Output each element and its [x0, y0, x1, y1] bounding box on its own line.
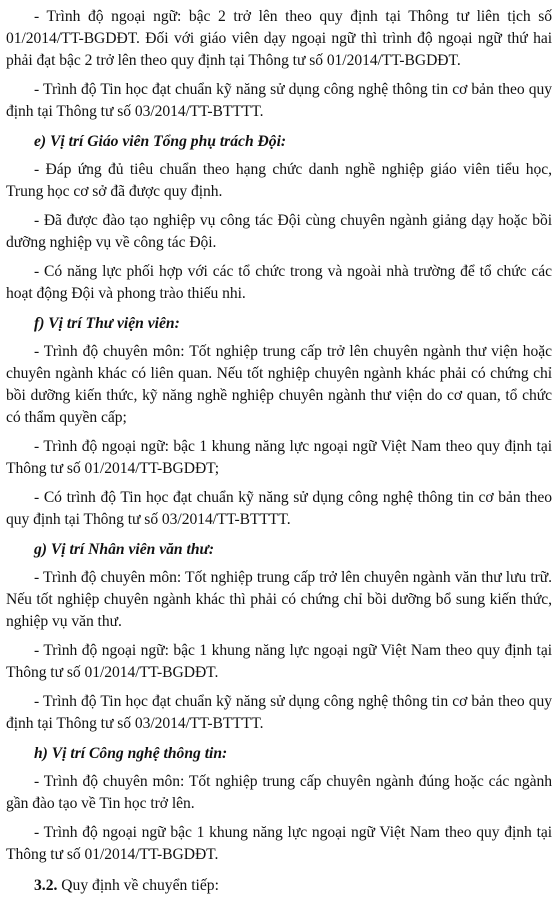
section-number: 3.2.: [34, 877, 58, 894]
paragraph: - Trình độ Tin học đạt chuẩn kỹ năng sử dụng công nghệ thông tin cơ bản theo quy định tại Thông tư số 03/2014/TT-BTTTT.: [6, 693, 552, 732]
section-3-2-heading: [6, 875, 552, 897]
paragraph: - Trình độ chuyên môn: Tốt nghiệp trung cấp trở lên chuyên ngành thư viện hoặc chuyên ngành khác có liên quan. Nếu tốt nghiệp chuyên ngành khác phải có chứng chỉ bồi dưỡng kiến thức, kỹ năng nghề nghiệp chuyên ngành thư viện do cơ quan, tổ chức có thẩm quyền cấp;: [6, 343, 552, 426]
section-heading-g: g) Vị trí Nhân viên văn thư:: [34, 541, 215, 558]
section-heading-e: e) Vị trí Giáo viên Tổng phụ trách Đội:: [34, 133, 287, 150]
paragraph: - Đáp ứng đủ tiêu chuẩn theo hạng chức danh nghề nghiệp giáo viên tiểu học, Trung học cơ sở đã được quy định.: [6, 161, 552, 200]
paragraph: - Đã được đào tạo nghiệp vụ công tác Đội cùng chuyên ngành giảng dạy hoặc bồi dưỡng nghiệp vụ về công tác Đội.: [6, 212, 552, 251]
paragraph: - Trình độ ngoại ngữ bậc 1 khung năng lực ngoại ngữ Việt Nam theo quy định tại Thông tư số 01/2014/TT-BGDĐT.: [6, 824, 552, 863]
paragraph: - Trình độ ngoại ngữ: bậc 1 khung năng lực ngoại ngữ Việt Nam theo quy định tại Thông tư số 01/2014/TT-BGDĐT;: [6, 438, 552, 477]
paragraph: - Trình độ Tin học đạt chuẩn kỹ năng sử dụng công nghệ thông tin cơ bản theo quy định tại Thông tư số 03/2014/TT-BTTTT.: [6, 81, 552, 120]
paragraph: - Có trình độ Tin học đạt chuẩn kỹ năng sử dụng công nghệ thông tin cơ bản theo quy định tại Thông tư số 03/2014/TT-BTTTT.: [6, 489, 552, 528]
paragraph: - Trình độ ngoại ngữ: bậc 1 khung năng lực ngoại ngữ Việt Nam theo quy định tại Thông tư số 01/2014/TT-BGDĐT.: [6, 642, 552, 681]
section-heading-f: f) Vị trí Thư viện viên:: [34, 315, 180, 332]
section-heading-h: h) Vị trí Công nghệ thông tin:: [34, 745, 228, 762]
paragraph: - Trình độ chuyên môn: Tốt nghiệp trung cấp chuyên ngành đúng hoặc các ngành gần đào tạo về Tin học trở lên.: [6, 773, 552, 812]
section-title: Quy định về chuyển tiếp:: [57, 877, 219, 894]
paragraph: - Có năng lực phối hợp với các tổ chức trong và ngoài nhà trường để tổ chức các hoạt động Đội và phong trào thiếu nhi.: [6, 263, 552, 302]
paragraph: - Trình độ ngoại ngữ: bậc 2 trở lên theo quy định tại Thông tư liên tịch số 01/2014/TT-BGDĐT. Đối với giáo viên dạy ngoại ngữ thì trình độ ngoại ngữ thứ hai phải đạt bậc 2 trở lên theo quy định tại Thông tư số 01/2014/TT-BGDĐT.: [6, 8, 552, 69]
paragraph: - Trình độ chuyên môn: Tốt nghiệp trung cấp trở lên chuyên ngành văn thư lưu trữ. Nếu tốt nghiệp chuyên ngành khác thì phải có chứng chỉ bồi dưỡng bổ sung kiến thức, nghiệp vụ văn thư.: [6, 569, 552, 630]
